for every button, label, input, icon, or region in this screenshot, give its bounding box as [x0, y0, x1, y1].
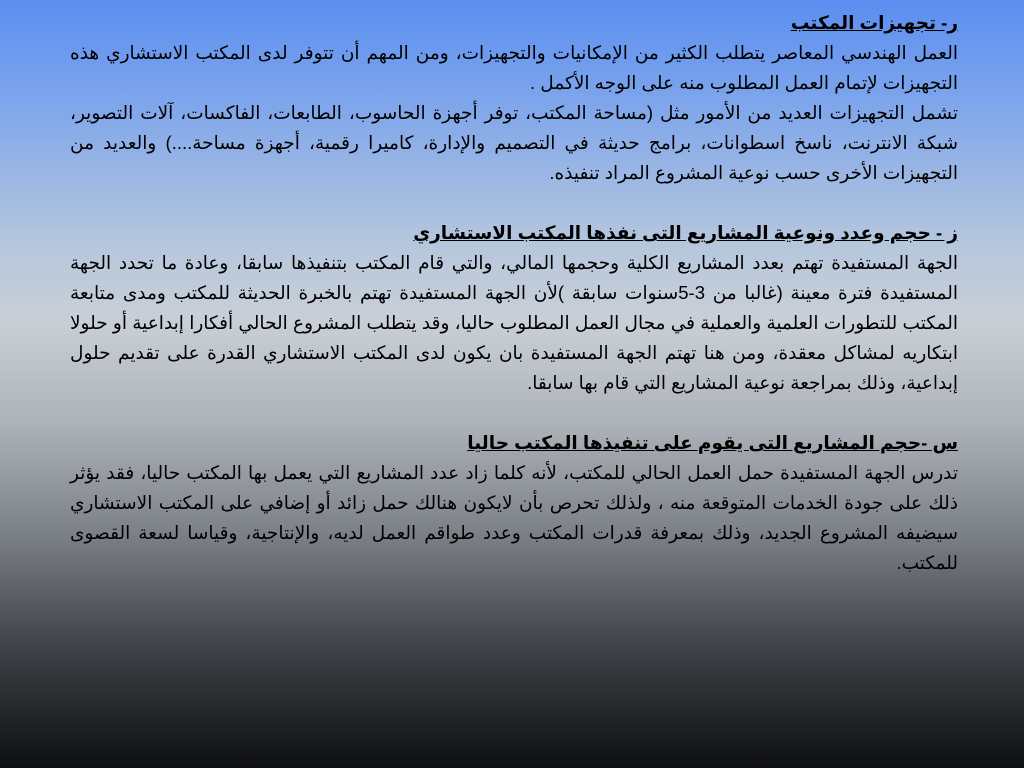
spacer	[70, 398, 958, 428]
section-previous-projects	[70, 218, 958, 398]
section-paragraph: الجهة المستفيدة تهتم بعدد المشاريع الكلية وحجمها المالي، والتي قام المكتب بتنفيذها سابقا، وعادة ما تحدد الجهة المستفيدة فترة معينة (غالبا من 3-5سنوات سابقة )لأن الجهة المستفيدة تهتم بالخبرة الحديثة للمكتب ومدى متابعة المكتب للتطورات العلمية والعملية في مجال العمل المطلوب حاليا، وقد يتطلب المشروع الحالي أفكارا إبداعية أو حلولا ابتكاريه لمشاكل معقدة، ومن هنا تهتم الجهة المستفيدة بان يكون لدى المكتب الاستشاري القدرة على تقديم حلول إبداعية، وذلك بمراجعة نوعية المشاريع التي قام بها سابقا.	[70, 252, 958, 393]
section-paragraph: تشمل التجهيزات العديد من الأمور مثل (مساحة المكتب، توفر أجهزة الحاسوب، الطابعات، الفاكسات، آلات التصوير، شبكة الانترنت، ناسخ اسطوانات، برامج حديثة في التصميم والإدارة، كاميرا رقمية، أجهزة مساحة....) والعديد من التجهيزات الأخرى حسب نوعية المشروع المراد تنفيذه.	[70, 102, 958, 183]
section-office-equipment	[70, 8, 958, 188]
section-heading: ز - حجم وعدد ونوعية المشاريع التى نفذها المكتب الاستشاري	[413, 222, 958, 243]
section-paragraph: تدرس الجهة المستفيدة حمل العمل الحالي للمكتب، لأنه كلما زاد عدد المشاريع التي يعمل بها المكتب حاليا، فقد يؤثر ذلك على جودة الخدمات المتوقعة منه ، ولذلك تحرص بأن لايكون هنالك حمل زائد أو إضافي على المكتب الاستشاري سيضيفه المشروع الجديد، وذلك بمعرفة قدرات المكتب وعدد طواقم العمل لديه، والإنتاجية، وقياسا لسعة القصوى للمكتب.	[70, 462, 958, 573]
section-paragraph: العمل الهندسي المعاصر يتطلب الكثير من الإمكانيات والتجهيزات، ومن المهم أن تتوفر لدى المكتب الاستشاري هذه التجهيزات لإتمام العمل المطلوب منه على الوجه الأكمل .	[70, 42, 958, 93]
spacer	[70, 188, 958, 218]
section-heading: س -حجم المشاريع التى يقوم على تنفيذها المكتب حاليا	[467, 432, 958, 453]
section-current-projects	[70, 428, 958, 578]
slide-body	[70, 8, 958, 578]
section-heading: ر- تجهيزات المكتب	[790, 12, 958, 33]
